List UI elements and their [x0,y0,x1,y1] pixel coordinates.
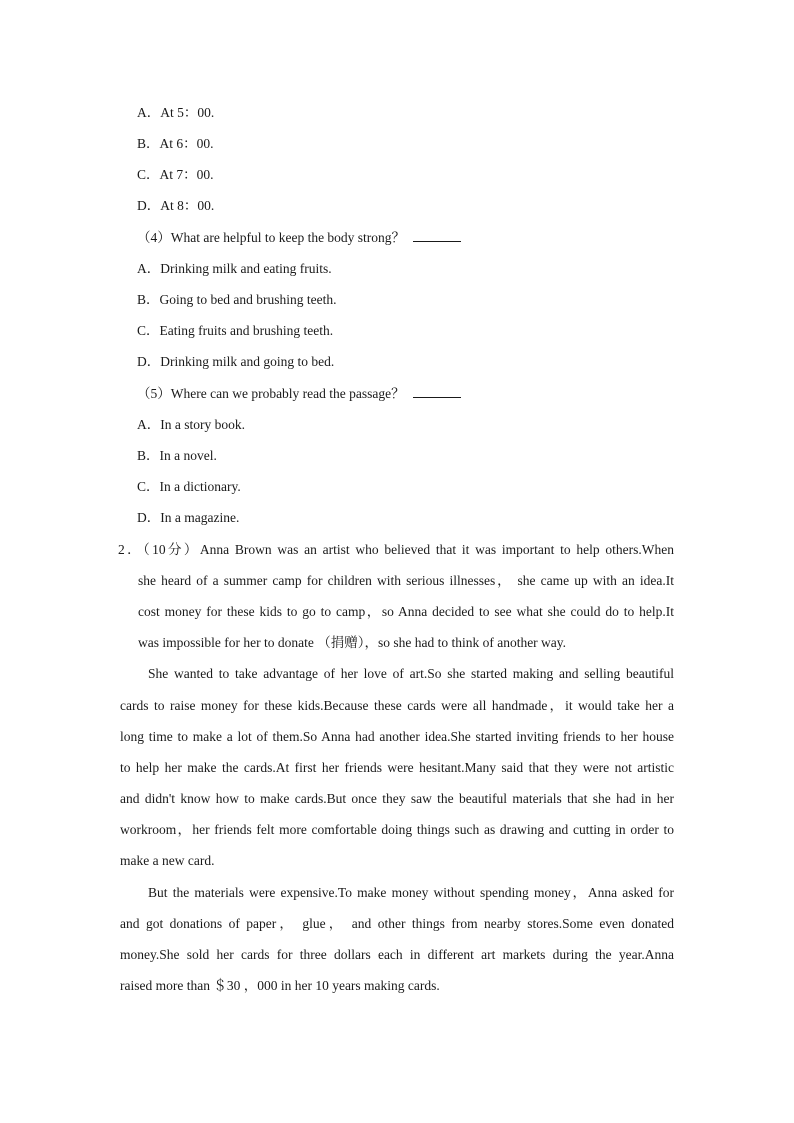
q4-option-b: B．Going to bed and brushing teeth. [137,292,337,307]
q4-option-c: C．Eating fruits and brushing teeth. [137,323,334,338]
passage-p3-line: raised more than ＄30 ，000 in her 10 years making cards. [120,978,440,993]
passage-p2-line: make a new card. [120,853,215,868]
passage-p2-line: long time to make a lot of them.So Anna had another idea.She started inviting friends to her house [120,729,674,744]
q4-answer-blank [413,229,461,242]
passage-p2-line: workroom，her friends felt more comfortable doing things such as drawing and cutting in order to [120,822,674,837]
passage-p1-line: she heard of a summer camp for children with serious illnesses， she came up with an idea.It [138,573,674,588]
passage-p2-line: and didn't know how to make cards.But once they saw the beautiful materials that she had in her [120,791,674,806]
q3-option-c: C．At 7：00. [137,167,214,182]
section2-heading-line: 2．（10分）Anna Brown was an artist who believed that it was important to help others.When [118,542,674,557]
passage-p1-line: cost money for these kids to go to camp，so Anna decided to see what she could do to help.It [138,604,674,619]
passage-p1-line: was impossible for her to donate （捐赠），so she had to think of another way. [138,635,567,650]
q5-option-d: D．In a magazine. [137,510,240,525]
passage-p3-line: money.She sold her cards for three dollars each in different art markets during the year.Anna [120,947,674,962]
q4-stem: （4）What are helpful to keep the body strong？ [137,230,406,245]
passage-p3-line: and got donations of paper， glue， and other things from nearby stores.Some even donated [120,916,674,931]
q5-option-a: A．In a story book. [137,417,245,432]
q3-option-a: A．At 5：00. [137,105,215,120]
passage-p2-line: She wanted to take advantage of her love of art.So she started making and selling beautiful [148,666,674,681]
q4-stem-line [137,229,461,247]
q3-option-b: B．At 6：00. [137,136,214,151]
q4-option-a: A．Drinking milk and eating fruits. [137,261,332,276]
passage-p2-line: cards to raise money for these kids.Because these cards were all handmade，it would take her a [120,698,674,713]
q5-stem-line [137,385,461,403]
q3-option-d: D．At 8：00. [137,198,215,213]
passage-p2-line: to help her make the cards.At first her friends were hesitant.Many said that they were not artistic [120,760,674,775]
q5-stem: （5）Where can we probably read the passage？ [137,386,405,401]
q5-option-c: C．In a dictionary. [137,479,241,494]
passage-p3-line: But the materials were expensive.To make money without spending money，Anna asked for [148,885,674,900]
q4-option-d: D．Drinking milk and going to bed. [137,354,335,369]
q5-option-b: B．In a novel. [137,448,217,463]
q5-answer-blank [413,385,461,398]
